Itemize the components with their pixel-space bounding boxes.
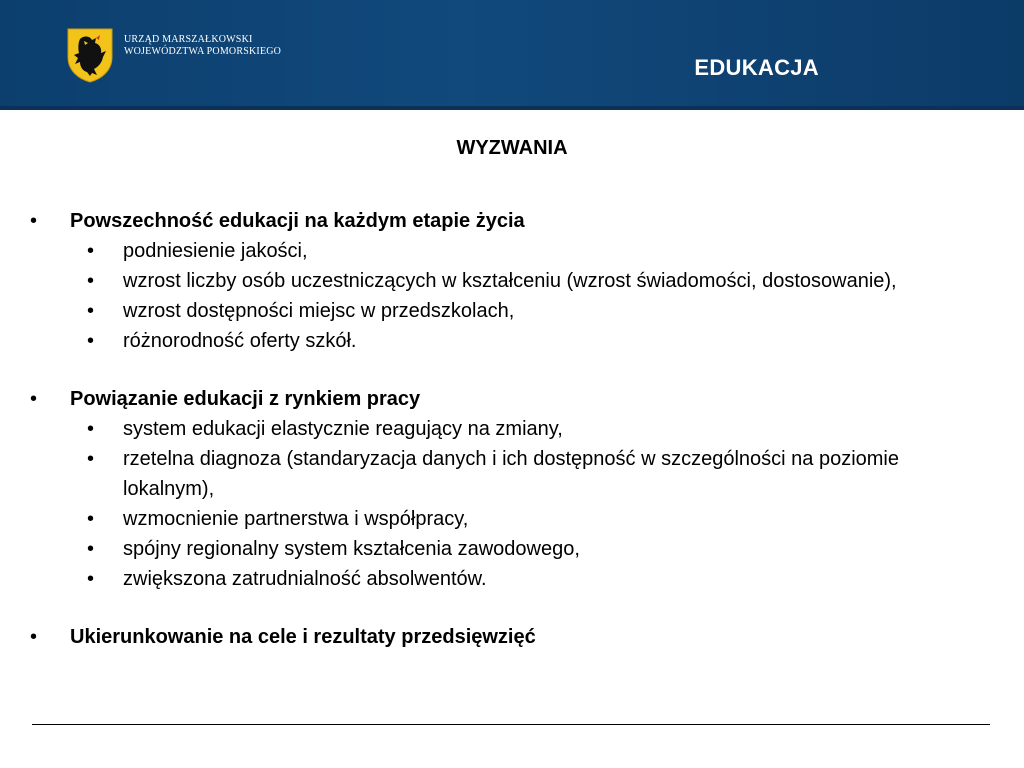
main-bullet (30, 206, 990, 236)
main-bullet (30, 622, 990, 652)
sub-bullet (30, 534, 990, 564)
sub-bullet (30, 504, 990, 534)
sub-bullet-text: wzmocnienie partnerstwa i współpracy, (123, 508, 469, 530)
bullet-list (30, 206, 990, 652)
header-bar (0, 0, 1024, 110)
sub-bullet (30, 326, 990, 356)
bullet-marker: • (87, 300, 95, 322)
sub-bullet-text: podniesienie jakości, (123, 240, 308, 262)
sub-bullet-list (30, 414, 990, 594)
sub-bullet-text: spójny regionalny system kształcenia zawodowego, (123, 538, 580, 560)
sub-bullet-text: wzrost dostępności miejsc w przedszkolach, (123, 300, 515, 322)
sub-bullet-text: różnorodność oferty szkół. (123, 330, 357, 352)
bullet-marker: • (87, 270, 95, 292)
sub-bullet (30, 266, 990, 296)
main-bullet-text: Ukierunkowanie na cele i rezultaty przedsięwzięć (70, 626, 536, 648)
bullet-marker: • (87, 538, 95, 560)
bullet-marker: • (87, 568, 95, 590)
organization-name-line-2: WOJEWÓDZTWA POMORSKIEGO (124, 46, 282, 57)
bullet-marker: • (87, 448, 95, 470)
sub-bullet-list (30, 236, 990, 356)
sub-bullet-text: wzrost liczby osób uczestniczących w kształceniu (wzrost świadomości, dostosowanie), (123, 270, 897, 292)
sub-bullet-text: zwiększona zatrudnialność absolwentów. (123, 568, 487, 590)
sub-bullet (30, 444, 990, 504)
sub-bullet-text: system edukacji elastycznie reagujący na zmiany, (123, 418, 563, 440)
griffin-coat-of-arms-icon (66, 27, 114, 83)
sub-bullet (30, 296, 990, 326)
main-bullet-text: Powiązanie edukacji z rynkiem pracy (70, 388, 421, 410)
sub-bullet (30, 236, 990, 266)
bullet-marker: • (30, 626, 38, 648)
bullet-marker: • (87, 508, 95, 530)
bullet-group (30, 206, 990, 356)
main-bullet-text: Powszechność edukacji na każdym etapie życia (70, 210, 525, 232)
organization-name-line-1: URZĄD MARSZAŁKOWSKI (124, 34, 253, 45)
footer-divider (32, 724, 990, 725)
organization-name (124, 34, 281, 58)
sub-bullet-text: rzetelna diagnoza (standaryzacja danych i ich dostępność w szczególności na poziomie lokalnym), (123, 448, 899, 500)
bullet-group (30, 622, 990, 652)
bullet-marker: • (30, 210, 38, 232)
bullet-marker: • (87, 330, 95, 352)
main-bullet (30, 384, 990, 414)
bullet-marker: • (87, 240, 95, 262)
header-bottom-band (0, 106, 1024, 110)
bullet-marker: • (87, 418, 95, 440)
slide-title: WYZWANIA (456, 137, 568, 159)
bullet-marker: • (30, 388, 38, 410)
bullet-group (30, 384, 990, 594)
section-title: EDUKACJA (694, 55, 819, 80)
sub-bullet (30, 414, 990, 444)
sub-bullet (30, 564, 990, 594)
